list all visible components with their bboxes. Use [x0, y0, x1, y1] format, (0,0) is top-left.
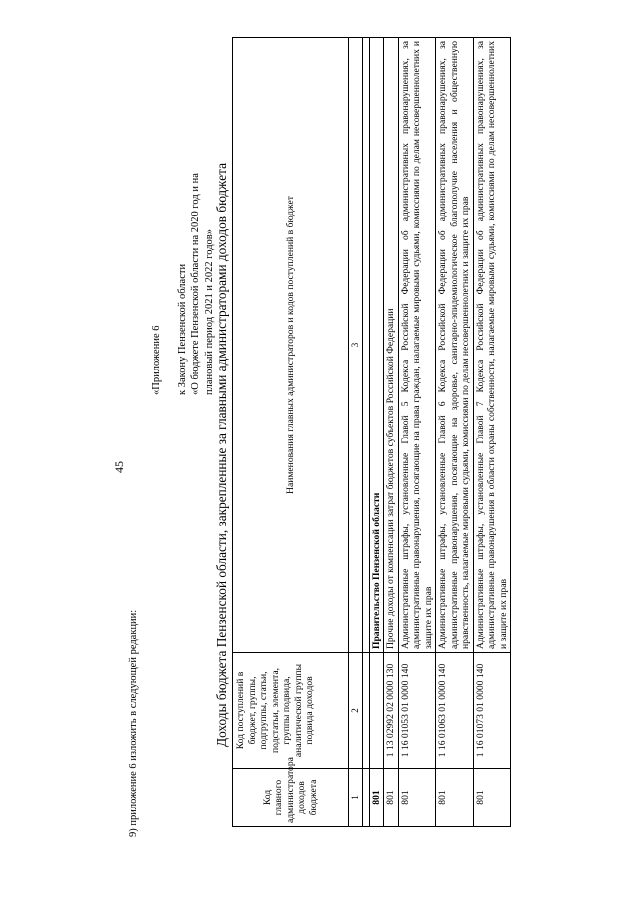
revenue-code-cell: 1 13 02992 02 0000 130 [384, 653, 399, 769]
appendix-line-3: плановый период 2021 и 2022 годов» [203, 229, 215, 395]
table-row [369, 38, 384, 827]
spacer-cell [362, 653, 369, 769]
appendix-line-2: «О бюджете Пензенской области на 2020 год и на [190, 173, 202, 395]
admin-code-cell: 801 [436, 769, 474, 827]
appendix-title: «Приложение 6 [151, 325, 162, 395]
revenue-code-cell: 1 16 01073 01 0000 140 [473, 653, 511, 769]
header-admin-code: Код главного администратора доходов бюджета [233, 769, 349, 827]
header-revenue-code: Код поступлений в бюджет, группы, подгруппы, статьи, подстатьи, элемента, группы подвида, аналитической группы подвида доходов [233, 653, 349, 769]
spacer-cell [362, 769, 369, 827]
intro-text: 9) приложение 6 изложить в следующей редакции: [128, 609, 139, 837]
admin-code-cell: 801 [398, 769, 436, 827]
table-row [384, 38, 399, 827]
column-number: 3 [349, 38, 363, 653]
name-cell: Административные штрафы, установленные Главой 5 Кодекса Российской Федерации об административных правонарушениях, за административные правонарушения, посягающие на права граждан, налагаемые мировыми судьями, комиссиями по делам несовершеннолетних и защите их прав [398, 38, 436, 653]
page-number: 45 [112, 461, 126, 473]
admin-code-cell: 801 [473, 769, 511, 827]
document-title: Доходы бюджета Пензенской области, закрепленные за главными администраторами доходов бюджета [214, 163, 229, 747]
name-cell: Административные штрафы, установленные Главой 6 Кодекса Российской Федерации об административных правонарушениях, за административные правонарушения, посягающие на здоровье, санитарно-эпидемиологическое благополучие населения и общественную нравственность, налагаемые мировыми судьями, комиссиями по делам несовершеннолетних и защите их прав [436, 38, 474, 653]
header-name: Наименования главных администраторов и кодов поступлений в бюджет [233, 38, 349, 653]
table-row [473, 38, 511, 827]
spacer-cell [362, 38, 369, 653]
column-number: 1 [349, 769, 363, 827]
table-header-row [233, 38, 349, 827]
revenue-code-cell [369, 653, 384, 769]
name-cell: Правительство Пензенской области [369, 38, 384, 653]
spacer-row [362, 38, 369, 827]
table-row [436, 38, 474, 827]
name-cell: Административные штрафы, установленные Главой 7 Кодекса Российской Федерации об административных правонарушениях, за административные правонарушения в области охраны собственности, налагаемые мировыми судьями, комиссиями по делам несовершеннолетних и защите их прав [473, 38, 511, 653]
revenue-table [232, 37, 511, 827]
revenue-code-cell: 1 16 01063 01 0000 140 [436, 653, 474, 769]
revenue-code-cell: 1 16 01053 01 0000 140 [398, 653, 436, 769]
appendix-line-1: к Закону Пензенской области [176, 263, 188, 395]
appendix-block [150, 173, 217, 395]
admin-code-cell: 801 [369, 769, 384, 827]
name-cell: Прочие доходы от компенсации затрат бюджетов субъектов Российской Федерации [384, 38, 399, 653]
column-number-row [349, 38, 363, 827]
table-row [398, 38, 436, 827]
column-number: 2 [349, 653, 363, 769]
admin-code-cell: 801 [384, 769, 399, 827]
